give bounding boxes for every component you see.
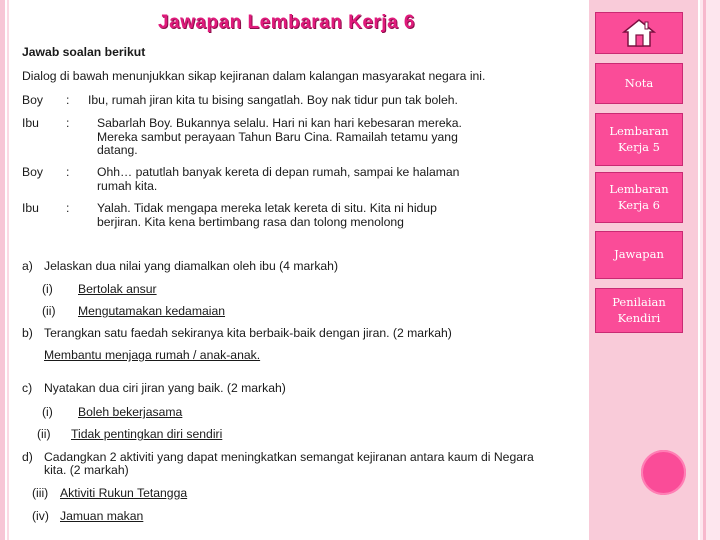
answer-number: (ii) [42,304,56,318]
question-text: Jelaskan dua nilai yang diamalkan oleh ibu (4 markah) [44,259,339,273]
page-title: Jawapan Lembaran Kerja 6 [158,12,415,33]
dialog-line: Yalah. Tidak mengapa mereka letak kereta di situ. Kita ni hidup [97,201,437,215]
speaker-label: Ibu [22,201,39,215]
speaker-separator: : [66,201,70,215]
answer-text: Tidak pentingkan diri sendiri [71,427,223,441]
question-text: Nyatakan dua ciri jiran yang baik. (2 markah) [44,381,286,395]
answer-text: Jamuan makan [60,509,144,523]
speaker-label: Boy [22,93,44,107]
answer-number: (iv) [32,509,49,523]
answer-number: (i) [42,282,53,296]
question-label: d) [22,450,33,464]
question-text: kita. (2 markah) [44,463,129,477]
question-label: c) [22,381,33,395]
answer-number: (ii) [37,427,51,441]
dialog-line: Ohh… patutlah banyak kereta di depan rumah, sampai ke halaman [97,165,460,179]
speaker-label: Ibu [22,116,39,130]
round-button[interactable] [641,450,686,495]
lembaran-kerja-5-button[interactable]: Lembaran Kerja 5 [595,113,683,166]
dialog-line: Mereka sambut perayaan Tahun Baru Cina. Ramailah tetamu yang [97,130,458,144]
right-decoration-line [703,0,706,540]
dialog-line: Ibu, rumah jiran kita tu bising sangatlah. Boy nak tidur pun tak boleh. [88,93,458,107]
dialog-line: rumah kita. [97,179,158,193]
speaker-separator: : [66,116,70,130]
dialog-line: Sabarlah Boy. Bukannya selalu. Hari ni kan hari kebesaran mereka. [97,116,462,130]
dialog-line: berjiran. Kita kena bertimbang rasa dan tolong menolong [97,215,404,229]
question-label: a) [22,259,33,273]
question-text: Cadangkan 2 aktiviti yang dapat meningkatkan semangat kejiranan antara kaum di Negara [44,450,534,464]
answer-number: (i) [42,405,53,419]
lembaran-kerja-6-button[interactable]: Lembaran Kerja 6 [595,172,683,223]
answer-number: (iii) [32,486,49,500]
speaker-label: Boy [22,165,44,179]
intro-text: Dialog di bawah menunjukkan sikap kejiranan dalam kalangan masyarakat negara ini. [22,69,486,83]
answer-text: Membantu menjaga rumah / anak-anak. [44,348,261,362]
nota-button[interactable]: Nota [595,63,683,104]
dialog-line: datang. [97,143,138,157]
jawapan-button[interactable]: Jawapan [595,231,683,279]
home-button[interactable] [595,12,683,54]
question-label: b) [22,326,33,340]
home-icon [622,17,656,49]
speaker-separator: : [66,165,70,179]
left-decoration-line [7,0,9,540]
answer-text: Boleh bekerjasama [78,405,183,419]
answer-text: Bertolak ansur [78,282,157,296]
speaker-separator: : [66,93,70,107]
left-decoration [0,0,5,540]
answer-text: Mengutamakan kedamaian [78,304,226,318]
answer-text: Aktiviti Rukun Tetangga [60,486,188,500]
penilaian-kendiri-button[interactable]: Penilaian Kendiri [595,288,683,333]
heading: Jawab soalan berikut [22,45,146,59]
question-text: Terangkan satu faedah sekiranya kita berbaik-baik dengan jiran. (2 markah) [44,326,452,340]
